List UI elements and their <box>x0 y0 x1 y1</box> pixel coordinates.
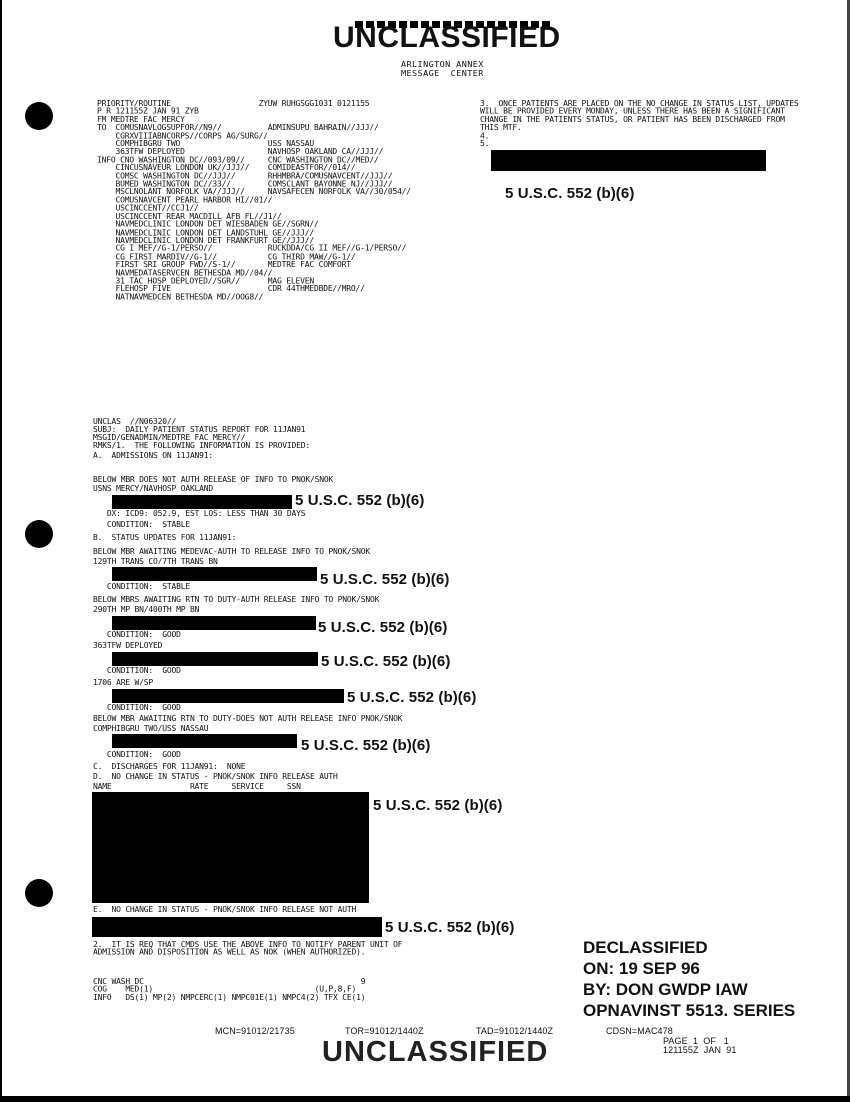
body-line: 290TH MP BN/400TH MP BN <box>93 605 200 614</box>
body-line: CONDITION: GOOD <box>93 703 181 712</box>
classification-stamp-top: UNCLASSIFIED <box>333 21 561 54</box>
footer-cdsn: CDSN=MAC478 <box>606 1026 673 1036</box>
declassified-stamp-line: ON: 19 SEP 96 <box>583 959 700 978</box>
annex-line-1: ARLINGTON ANNEX <box>401 60 484 70</box>
body-line: NAME RATE SERVICE SSN <box>93 782 301 791</box>
declassified-stamp-line: BY: DON GWDP IAW <box>583 980 748 999</box>
redaction-label: 5 U.S.C. 552 (b)(6) <box>321 653 451 670</box>
body-line: E. NO CHANGE IN STATUS - PNOK/SNOK INFO RELEASE NOT AUTH <box>93 905 357 914</box>
body-line: CONDITION: GOOD <box>93 750 181 759</box>
redaction-box <box>92 792 369 903</box>
body-line: MSGID/GENADMIN/MEDTRE FAC MERCY// <box>93 433 246 442</box>
redaction-box <box>112 495 292 509</box>
declassified-stamp-line: DECLASSIFIED <box>583 938 708 957</box>
distribution-block: CNC WASH DC 9 COG MED(1) (U,P,8,F) INFO DS(1) MP(2) NMPCERC(1) NMPC01E(1) NMPC4(2) TFX CE(1) <box>93 977 366 1002</box>
body-line: SUBJ: DAILY PATIENT STATUS REPORT FOR 11JAN91 <box>93 425 306 434</box>
routing-block: PRIORITY/ROUTINE ZYUW RUHGSGG1031 0121155 P R 121155Z JAN 91 ZYB FM MEDTRE FAC MERCY TO COMUSNAVLOGSUPFOR//N9// ADMINSUPU BAHRAIN//JJJ// CGRXVIIIABNCORPS//CORPS AG/SURG// COMPHIBGRU TWO USS NASSAU 363TFW DEPLOYED NAVHOSP OAKLAND CA//JJJ// INFO CNO WASHINGTON DC//093/09// CNC WASHINGTON DC//MED// CINCUSNAVEUR LONDON UK//JJJ// COMIDEASTFOR//014// COMSC WASHINGTON DC//JJJ// RHHMBRA/COMUSNAVCENT//JJJ// BUMED WASHINGTON DC//33// COMSCLANT BAYONNE NJ//JJJ// MSCLNOLANT NORFOLK VA//JJJ// NAVSAFECEN NORFOLK VA//30/054// COMUSNAVCENT PEARL HARBOR HI//01// USCINCCENT//CCJ1// USCINCCENT REAR MACDILL AFB FL//J1// NAVMEDCLINIC LONDON DET WIESBADEN GE//SGRN// NAVMEDCLINIC LONDON DET LANDSTUHL GE//JJJ// NAVMEDCLINIC LONDON DET FRANKFURT GE//JJJ// CG I MEF//G-1/PERSO// RUCKDDA/CG II MEF//G-1/PERSO// CG FIRST MARDIV//G-1// CG THIRD MAW//G-1// FIRST SRI GROUP FWD//S-1// MEDTRE FAC COMFORT NAVMEDATASERVCEN BETHESDA MD//04// 31 TAC HOSP DEPLOYED//SGR// MAG ELEVEN FLEHOSP FIVE CDR 44THMEDBDE//MRO// NATNAVMEDCEN BETHESDA MD//OOG8// <box>97 99 411 302</box>
body-line: BELOW MBR AWAITING RTN TO DUTY-DOES NOT AUTH RELEASE INFO PNOK/SNOK <box>93 714 403 723</box>
redaction-label: 5 U.S.C. 552 (b)(6) <box>385 919 515 936</box>
scan-left-edge <box>0 0 2 1102</box>
redaction-label: 5 U.S.C. 552 (b)(6) <box>318 619 448 636</box>
body-line: DX: ICD9: 052.9, EST LOS: LESS THAN 30 DAYS <box>93 509 306 518</box>
footer-mcn: MCN=91012/21735 <box>215 1026 295 1036</box>
declassified-stamp-line: OPNAVINST 5513. SERIES <box>583 1001 796 1020</box>
body-line: 2. IT IS REQ THAT CMDS USE THE ABOVE INFO TO NOTIFY PARENT UNIT OF ADMISSION AND DISPOSITION AS WELL AS NOK (WHEN AUTHORIZED). <box>93 940 403 957</box>
body-line: USNS MERCY/NAVHOSP OAKLAND <box>93 484 214 493</box>
redaction-box <box>112 567 317 581</box>
redaction-label: 5 U.S.C. 552 (b)(6) <box>347 689 477 706</box>
redaction-box <box>112 689 344 703</box>
redaction-box <box>491 150 766 171</box>
footer-tad: TAD=91012/1440Z <box>476 1026 554 1036</box>
redaction-label: 5 U.S.C. 552 (b)(6) <box>320 571 450 588</box>
body-line: B. STATUS UPDATES FOR 11JAN91: <box>93 533 237 542</box>
right-column-text: 3. ONCE PATIENTS ARE PLACED ON THE NO CHANGE IN STATUS LIST, UPDATES WILL BE PROVIDED EVERY MONDAY, UNLESS THERE HAS BEEN A SIGNIFICANT CHANGE IN THE PATIENTS STATUS, OR PATIENT HAS BEEN DISCHARGED FROM THIS MTF. 4. 5. <box>480 99 799 149</box>
redaction-label: 5 U.S.C. 552 (b)(6) <box>295 492 425 509</box>
redaction-box <box>112 616 316 630</box>
hole-punch-top <box>25 102 53 130</box>
footer-tor: TOR=91012/1440Z <box>345 1026 424 1036</box>
body-line: CONDITION: STABLE <box>93 520 190 529</box>
classification-stamp-bottom: UNCLASSIFIED <box>322 1036 549 1068</box>
body-line: D. NO CHANGE IN STATUS - PNOK/SNOK INFO RELEASE AUTH <box>93 772 338 781</box>
body-line: A. ADMISSIONS ON 11JAN91: <box>93 451 214 460</box>
body-line: 129TH TRANS CO/7TH TRANS BN <box>93 557 218 566</box>
body-line: CONDITION: GOOD <box>93 666 181 675</box>
body-line: UNCLAS //N06320// <box>93 417 177 426</box>
footer-page: PAGE 1 OF 1 <box>663 1036 729 1046</box>
redaction-box <box>112 652 318 666</box>
body-line: 363TFW DEPLOYED <box>93 641 163 650</box>
hole-punch-bottom <box>25 879 53 907</box>
body-line: BELOW MBR AWAITING MEDEVAC-AUTH TO RELEASE INFO TO PNOK/SNOK <box>93 547 370 556</box>
redaction-label: 5 U.S.C. 552 (b)(6) <box>373 797 503 814</box>
hole-punch-middle <box>25 520 53 548</box>
body-line: C. DISCHARGES FOR 11JAN91: NONE <box>93 762 246 771</box>
annex-line-2: MESSAGE CENTER <box>401 69 484 79</box>
body-line: BELOW MBR DOES NOT AUTH RELEASE OF INFO TO PNOK/SNOK <box>93 475 334 484</box>
body-line: RMKS/1. THE FOLLOWING INFORMATION IS PROVIDED: <box>93 441 310 450</box>
redaction-box <box>112 734 297 748</box>
body-line: CONDITION: GOOD <box>93 630 181 639</box>
body-line: CONDITION: STABLE <box>93 582 190 591</box>
redaction-box <box>92 917 382 937</box>
redaction-label: 5 U.S.C. 552 (b)(6) <box>505 185 635 202</box>
footer-dtg: 121155Z JAN 91 <box>663 1045 737 1055</box>
body-line: BELOW MBRS AWAITING RTN TO DUTY-AUTH RELEASE INFO TO PNOK/SNOK <box>93 595 380 604</box>
body-line: COMPHIBGRU TWO/USS NASSAU <box>93 724 209 733</box>
scan-bottom-border <box>0 1096 850 1102</box>
redaction-label: 5 U.S.C. 552 (b)(6) <box>301 737 431 754</box>
body-line: 1706 ARE W/SP <box>93 678 154 687</box>
